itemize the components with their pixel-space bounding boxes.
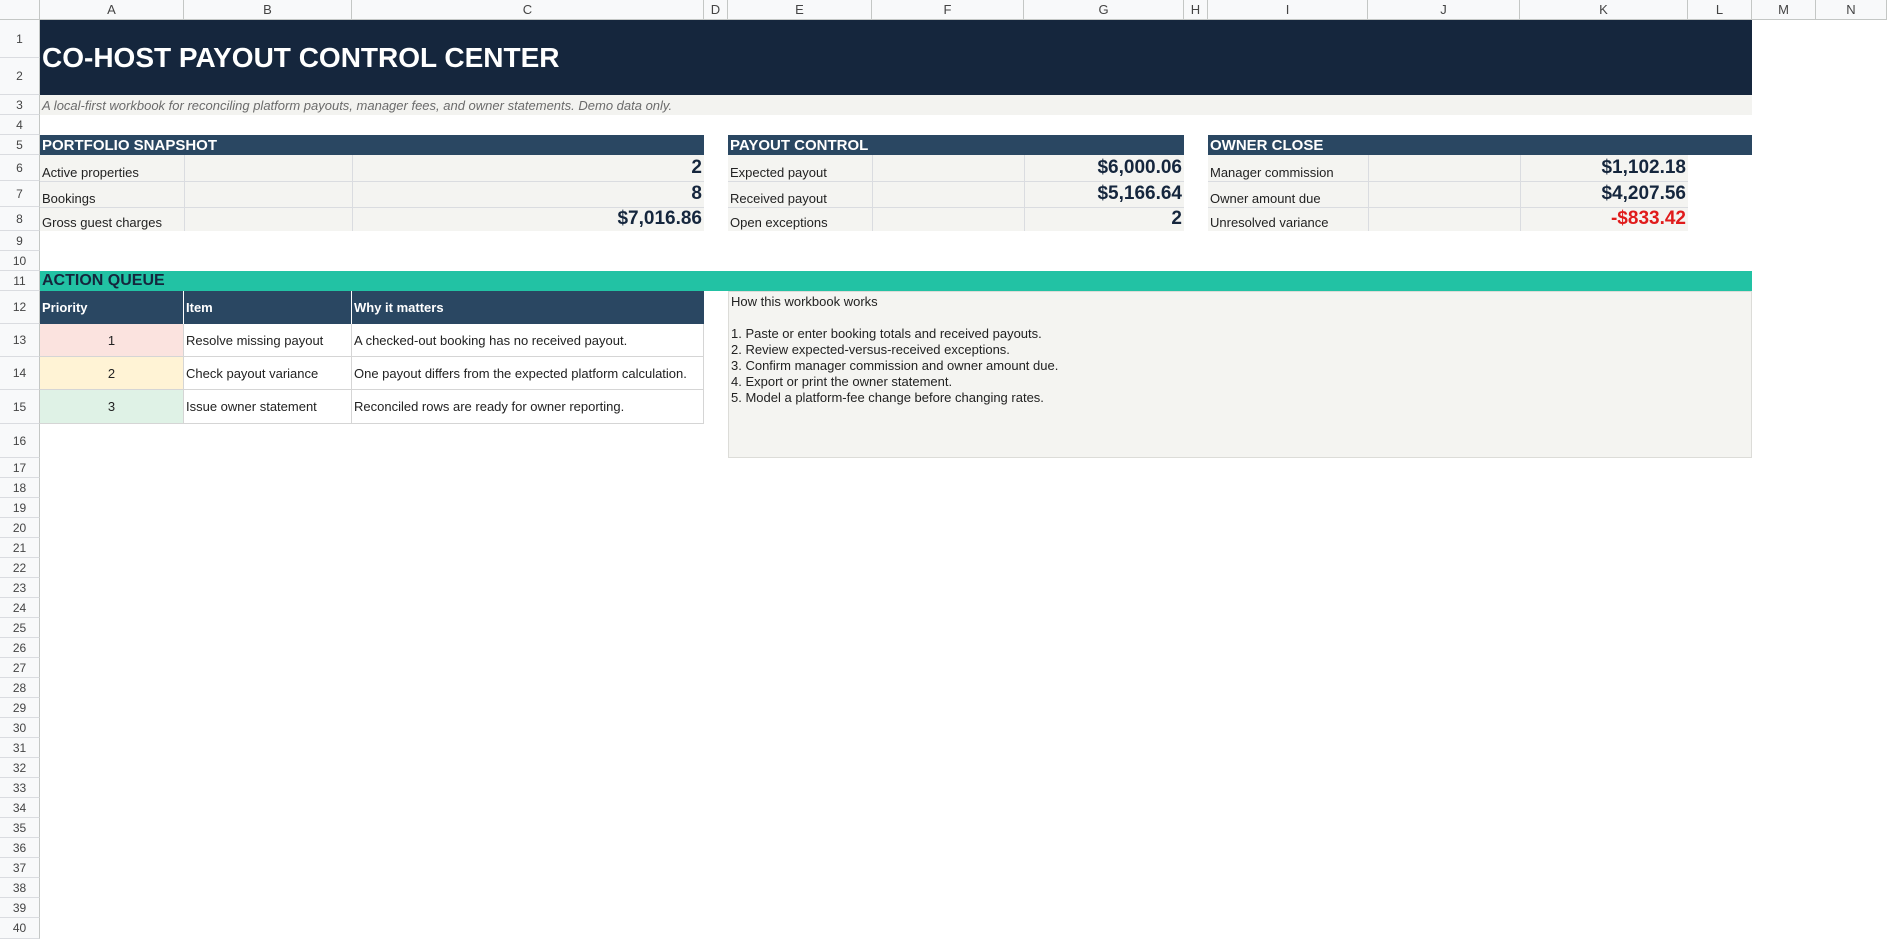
- received-payout-value[interactable]: $5,166.64: [1097, 183, 1182, 204]
- row-header-22[interactable]: 22: [0, 558, 40, 578]
- grid-line: [184, 155, 185, 231]
- priority-cell[interactable]: 1: [40, 324, 184, 357]
- column-header-i[interactable]: I: [1208, 0, 1368, 20]
- column-header-a[interactable]: A: [40, 0, 184, 20]
- row-header-40[interactable]: 40: [0, 918, 40, 939]
- row-header-21[interactable]: 21: [0, 538, 40, 558]
- column-header-g[interactable]: G: [1024, 0, 1184, 20]
- row-header-6[interactable]: 6: [0, 155, 40, 181]
- row-header-5[interactable]: 5: [0, 135, 40, 155]
- row-header-15[interactable]: 15: [0, 390, 40, 424]
- row-header-11[interactable]: 11: [0, 271, 40, 291]
- open-exceptions-label[interactable]: Open exceptions: [730, 215, 828, 230]
- why-cell[interactable]: A checked-out booking has no received payout.: [352, 324, 704, 357]
- row-header-9[interactable]: 9: [0, 231, 40, 251]
- select-all-corner[interactable]: [0, 0, 40, 20]
- row-header-28[interactable]: 28: [0, 678, 40, 698]
- row-header-39[interactable]: 39: [0, 898, 40, 918]
- row-header-12[interactable]: 12: [0, 291, 40, 324]
- column-header-k[interactable]: K: [1520, 0, 1688, 20]
- owner-amount-due-label[interactable]: Owner amount due: [1210, 191, 1321, 206]
- how-it-works-note[interactable]: [728, 291, 1752, 458]
- row-header-30[interactable]: 30: [0, 718, 40, 738]
- row-header-32[interactable]: 32: [0, 758, 40, 778]
- row-header-18[interactable]: 18: [0, 478, 40, 498]
- owner-amount-due-value[interactable]: $4,207.56: [1601, 183, 1686, 204]
- grid-line: [1368, 155, 1369, 231]
- item-cell[interactable]: Check payout variance: [184, 357, 352, 390]
- how-it-works-step: 5. Model a platform-fee change before changing rates.: [731, 390, 1044, 405]
- row-header-7[interactable]: 7: [0, 181, 40, 207]
- unresolved-variance-label[interactable]: Unresolved variance: [1210, 215, 1329, 230]
- page-title[interactable]: CO-HOST PAYOUT CONTROL CENTER: [40, 20, 1752, 95]
- column-priority-header[interactable]: Priority: [40, 291, 184, 324]
- how-it-works-step: 2. Review expected-versus-received exceptions.: [731, 342, 1010, 357]
- row-header-24[interactable]: 24: [0, 598, 40, 618]
- column-header-j[interactable]: J: [1368, 0, 1520, 20]
- grid-line: [872, 155, 873, 231]
- received-payout-label[interactable]: Received payout: [730, 191, 827, 206]
- item-cell[interactable]: Resolve missing payout: [184, 324, 352, 357]
- how-it-works-title: How this workbook works: [731, 294, 878, 309]
- row-header-25[interactable]: 25: [0, 618, 40, 638]
- row-header-1[interactable]: 1: [0, 20, 40, 58]
- open-exceptions-value[interactable]: 2: [1171, 208, 1182, 229]
- gross-guest-charges-value[interactable]: $7,016.86: [617, 208, 702, 229]
- column-header-c[interactable]: C: [352, 0, 704, 20]
- row-header-13[interactable]: 13: [0, 324, 40, 357]
- row-header-3[interactable]: 3: [0, 95, 40, 115]
- page-subtitle[interactable]: A local-first workbook for reconciling platform payouts, manager fees, and owner statements. Demo data only.: [40, 95, 1752, 115]
- item-cell[interactable]: Issue owner statement: [184, 390, 352, 424]
- row-header-23[interactable]: 23: [0, 578, 40, 598]
- column-header-h[interactable]: H: [1184, 0, 1208, 20]
- column-header-e[interactable]: E: [728, 0, 872, 20]
- how-it-works-step: 4. Export or print the owner statement.: [731, 374, 953, 389]
- column-header-f[interactable]: F: [872, 0, 1024, 20]
- column-header-l[interactable]: L: [1688, 0, 1752, 20]
- row-header-8[interactable]: 8: [0, 207, 40, 231]
- row-header-33[interactable]: 33: [0, 778, 40, 798]
- row-header-2[interactable]: 2: [0, 58, 40, 95]
- bookings-label[interactable]: Bookings: [42, 191, 96, 206]
- portfolio-snapshot-header[interactable]: PORTFOLIO SNAPSHOT: [40, 135, 704, 155]
- why-cell[interactable]: One payout differs from the expected platform calculation.: [352, 357, 704, 390]
- column-item-header[interactable]: Item: [184, 291, 352, 324]
- row-header-14[interactable]: 14: [0, 357, 40, 390]
- column-why-header[interactable]: Why it matters: [352, 291, 704, 324]
- row-header-31[interactable]: 31: [0, 738, 40, 758]
- gross-guest-charges-label[interactable]: Gross guest charges: [42, 215, 162, 230]
- row-header-34[interactable]: 34: [0, 798, 40, 818]
- row-header-19[interactable]: 19: [0, 498, 40, 518]
- column-header-n[interactable]: N: [1816, 0, 1887, 20]
- active-properties-label[interactable]: Active properties: [42, 165, 139, 180]
- manager-commission-label[interactable]: Manager commission: [1210, 165, 1334, 180]
- expected-payout-value[interactable]: $6,000.06: [1097, 157, 1182, 178]
- blank-line: [731, 310, 1749, 326]
- column-header-m[interactable]: M: [1752, 0, 1816, 20]
- row-header-36[interactable]: 36: [0, 838, 40, 858]
- row-header-10[interactable]: 10: [0, 251, 40, 271]
- row-header-29[interactable]: 29: [0, 698, 40, 718]
- payout-control-header[interactable]: PAYOUT CONTROL: [728, 135, 1184, 155]
- row-header-37[interactable]: 37: [0, 858, 40, 878]
- row-header-16[interactable]: 16: [0, 424, 40, 458]
- how-it-works-step: 3. Confirm manager commission and owner amount due.: [731, 358, 1059, 373]
- column-header-d[interactable]: D: [704, 0, 728, 20]
- column-header-b[interactable]: B: [184, 0, 352, 20]
- action-queue-header[interactable]: ACTION QUEUE: [40, 271, 1752, 291]
- row-header-4[interactable]: 4: [0, 115, 40, 135]
- row-header-26[interactable]: 26: [0, 638, 40, 658]
- expected-payout-label[interactable]: Expected payout: [730, 165, 827, 180]
- how-it-works-step: 1. Paste or enter booking totals and received payouts.: [731, 326, 1042, 341]
- owner-close-header[interactable]: OWNER CLOSE: [1208, 135, 1752, 155]
- row-header-20[interactable]: 20: [0, 518, 40, 538]
- active-properties-value[interactable]: 2: [691, 157, 702, 178]
- bookings-value[interactable]: 8: [691, 183, 702, 204]
- row-header-17[interactable]: 17: [0, 458, 40, 478]
- row-header-38[interactable]: 38: [0, 878, 40, 898]
- manager-commission-value[interactable]: $1,102.18: [1601, 157, 1686, 178]
- priority-cell[interactable]: 3: [40, 390, 184, 424]
- row-header-35[interactable]: 35: [0, 818, 40, 838]
- unresolved-variance-value[interactable]: -$833.42: [1610, 208, 1686, 229]
- row-header-27[interactable]: 27: [0, 658, 40, 678]
- priority-cell[interactable]: 2: [40, 357, 184, 390]
- why-cell[interactable]: Reconciled rows are ready for owner reporting.: [352, 390, 704, 424]
